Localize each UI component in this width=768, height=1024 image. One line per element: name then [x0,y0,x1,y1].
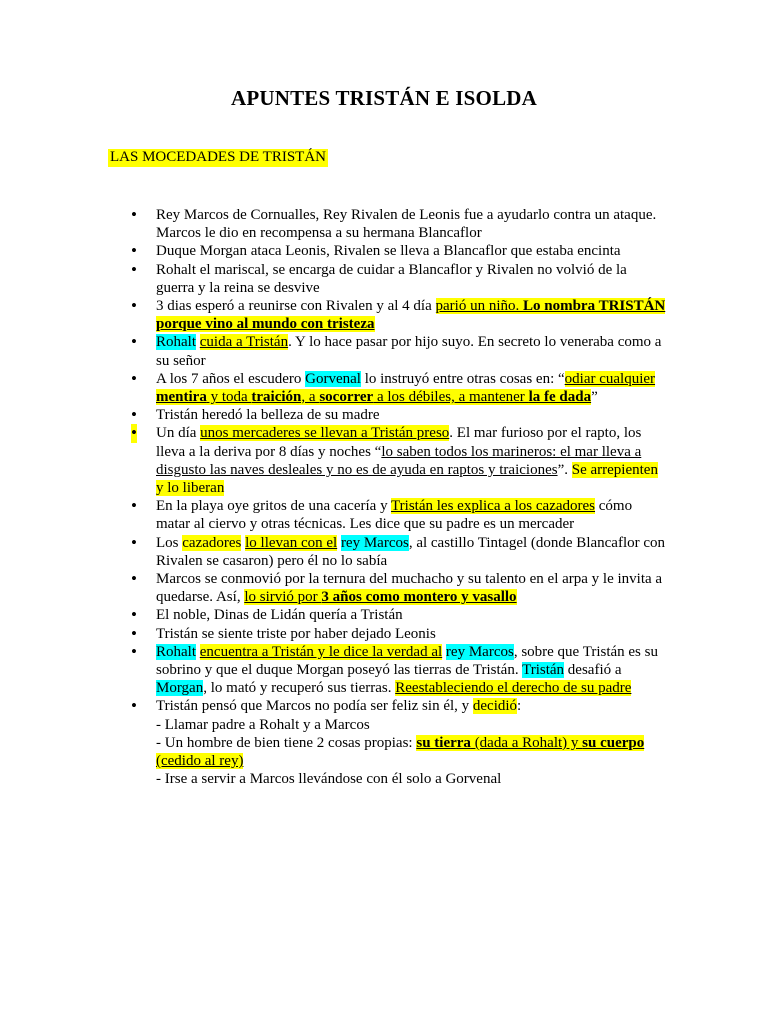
text-segment: Los [156,534,183,551]
text-segment: , a [301,389,320,406]
text-segment: Tristán [522,662,565,679]
list-item [156,606,666,624]
text-segment: Tristán se siente triste por haber dejado Leonis [156,625,436,642]
list-item [156,333,666,369]
page-title: APUNTES TRISTÁN E ISOLDA [230,86,538,110]
text-segment: ” [591,389,598,406]
text-segment: , al castillo Tintagel (donde Blancaflor con Rivalen se casaron) pero él no lo sabía [156,534,666,569]
list-item [156,261,666,297]
text-segment: odiar cualquier [564,370,656,387]
text-segment: (cedido al rey) [156,753,244,770]
text-segment: Duque Morgan ataca Leonis, Rivalen se lleva a Blancaflor que estaba encinta [156,243,621,260]
list-item [156,297,666,333]
text-segment: Rohalt [156,334,196,351]
list-item [156,643,666,698]
text-segment: Lo nombra TRISTÁN porque vino al mundo con tristeza [156,298,666,333]
text-segment: encuentra a Tristán y le dice la verdad al [199,643,443,660]
text-segment: lo saben todos los marineros: el mar lleva a disgusto las naves desleales y no es de ayuda en raptos y traiciones [156,443,642,478]
text-segment: rey Marcos [340,534,409,551]
list-item [156,206,666,242]
text-segment: lo llevan con el [245,534,338,551]
text-segment: rey Marcos [445,643,514,660]
text-segment: , lo mató y recuperó sus tierras. [203,680,396,697]
list-item [156,370,666,406]
text-segment: , sobre que Tristán es su sobrino y que el duque Morgan poseyó las tierras de Tristán. [156,643,658,679]
text-segment: Morgan [156,680,204,697]
text-segment: Un día [156,425,201,442]
text-segment: : [517,698,522,715]
text-segment: Reestableciendo el derecho de su padre [395,680,632,697]
text-segment: A los 7 años el escudero [156,370,306,387]
text-segment: Rohalt [156,643,196,660]
text-segment: a los débiles, a mantener [373,389,529,406]
text-segment: cazadores [182,534,242,551]
bullet-list [156,206,666,789]
list-item [156,424,666,497]
text-segment: Se arrepienten y lo liberan [156,461,658,497]
text-segment: Tristán pensó que Marcos no podía ser feliz sin él, y [156,698,473,715]
list-item [156,497,666,533]
list-item [156,625,666,643]
section-heading: LAS MOCEDADES DE TRISTÁN [110,149,326,165]
text-segment: unos mercaderes se llevan a Tristán preso [200,425,450,442]
text-segment: lo instruyó entre otras cosas en: “ [360,370,565,387]
text-segment: Tristán heredó la belleza de su madre [156,407,380,424]
list-item [156,534,666,570]
text-segment: traición [251,389,302,406]
text-segment: parió un niño. [435,298,523,315]
text-segment: Gorvenal [305,370,361,387]
list-item [156,570,666,606]
text-segment: cuida a Tristán [199,334,289,351]
text-segment: - Llamar padre a Rohalt y a Marcos [156,716,370,733]
text-segment: Rohalt el mariscal, se encarga de cuidar a Blancaflor y Rivalen no volvió de la guerra y la reina se desvive [156,261,627,296]
list-item [156,406,666,424]
text-segment: 3 dias esperó a reunirse con Rivalen y al 4 día [156,298,436,315]
text-segment: decidió [472,698,518,715]
text-segment: ”. [557,461,572,478]
text-segment: - Un hombre de bien tiene 2 cosas propias: [156,734,417,751]
text-segment: cómo matar al ciervo y otras técnicas. Les dice que su padre es un mercader [156,498,633,533]
text-segment: mentira [156,389,207,406]
list-item [156,242,666,260]
text-segment: Marcos se conmovió por la ternura del muchacho y su talento en el arpa y le invita a quedarse. Así, [156,571,663,606]
text-segment: (dada a Rohalt) y [470,734,583,751]
text-segment: Rey Marcos de Cornualles, Rey Rivalen de Leonis fue a ayudarlo contra un ataque. Marcos le dio en recompensa a su hermana Blancaflor [156,207,657,242]
list-item [156,697,666,788]
text-segment: y toda [206,389,252,406]
text-segment: En la playa oye gritos de una cacería y [156,498,392,515]
text-segment: su cuerpo [582,734,645,751]
text-segment: . El mar furioso por el rapto, los lleva a la deriva por 8 días y noches “ [156,425,642,460]
text-segment: la fe dada [528,389,592,406]
text-segment: 3 años como montero y vasallo [321,589,517,606]
text-segment: Tristán les explica a los cazadores [391,498,596,515]
text-segment: - Irse a servir a Marcos llevándose con él solo a Gorvenal [156,771,502,788]
text-segment: El noble, Dinas de Lidán quería a Tristán [156,607,403,624]
text-segment: socorrer [319,389,374,406]
text-segment: lo sirvió por [244,589,322,606]
text-segment: . Y lo hace pasar por hijo suyo. En secreto lo veneraba como a su señor [156,334,662,369]
text-segment: desafió a [564,662,622,679]
text-segment: su tierra [416,734,471,751]
